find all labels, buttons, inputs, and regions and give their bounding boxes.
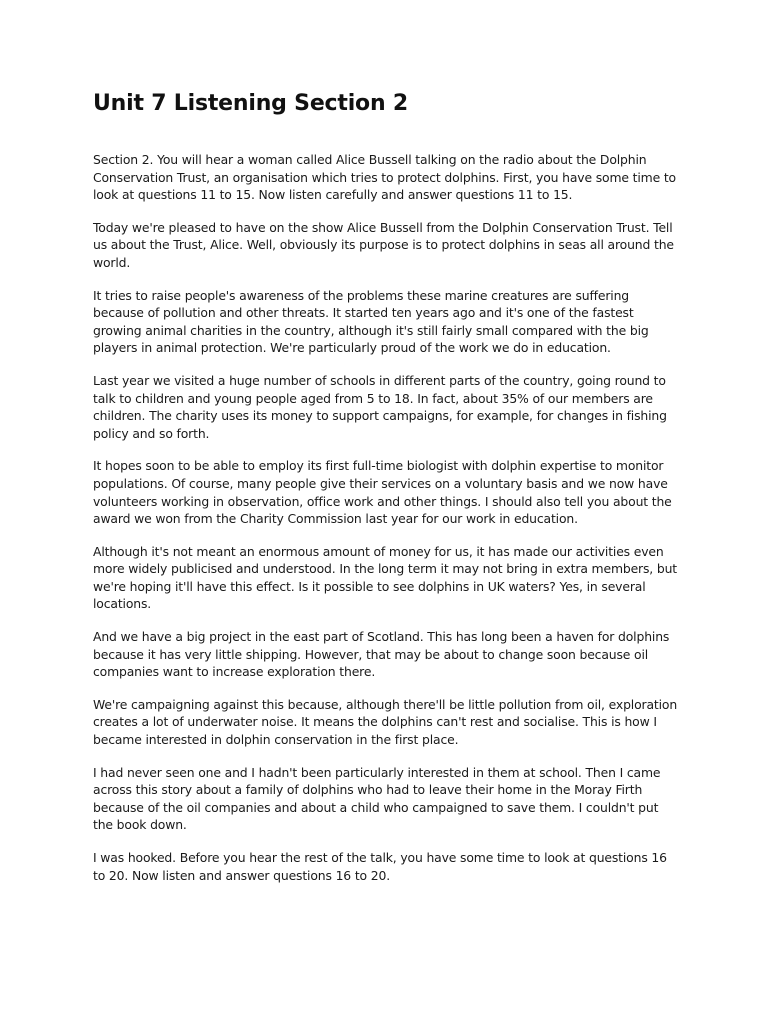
paragraph-5: It hopes soon to be able to employ its first full-time biologist with dolphin expertise to monitor populations. Of course, many people give their services on a voluntary basis and we now have volunteers working in observation, office work and other things. I should also tell you about the award we won from the Charity Commission last year for our work in education.	[93, 458, 672, 527]
paragraph-7: And we have a big project in the east part of Scotland. This has long been a haven for dolphins because it has very little shipping. However, that may be about to change soon because oil companies want to increase exploration there.	[93, 629, 670, 680]
page-title: Unit 7 Listening Section 2	[93, 91, 408, 116]
paragraph-4: Last year we visited a huge number of schools in different parts of the country, going round to talk to children and young people aged from 5 to 18. In fact, about 35% of our members are children. The charity uses its money to support campaigns, for example, for changes in fishing policy and so forth.	[93, 372, 667, 441]
paragraph-3: It tries to raise people's awareness of the problems these marine creatures are suffering because of pollution and other threats. It started ten years ago and it's one of the fastest growing animal charities in the country, although it's still fairly small compared with the big players in animal protection. We're particularly proud of the work we do in education.	[93, 287, 649, 356]
paragraph-9: I had never seen one and I hadn't been particularly interested in them at school. Then I came across this story about a family of dolphins who had to leave their home in the Moray Firth because of the oil companies and about a child who campaigned to save them. I couldn't put the book down.	[93, 764, 661, 833]
document-page	[93, 90, 678, 899]
paragraph-10: I was hooked. Before you hear the rest of the talk, you have some time to look at questions 16 to 20. Now listen and answer questions 16 to 20.	[93, 850, 667, 883]
paragraph-1: Section 2. You will hear a woman called Alice Bussell talking on the radio about the Dolphin Conservation Trust, an organisation which tries to protect dolphins. First, you have some time to look at questions 11 to 15. Now listen carefully and answer questions 11 to 15.	[93, 152, 676, 203]
paragraph-8: We're campaigning against this because, although there'll be little pollution from oil, exploration creates a lot of underwater noise. It means the dolphins can't rest and socialise. This is how I became interested in dolphin conservation in the first place.	[93, 696, 678, 748]
paragraph-6: Although it's not meant an enormous amount of money for us, it has made our activities even more widely publicised and understood. In the long term it may not bring in extra members, but we're hoping it'll have this effect. Is it possible to see dolphins in UK waters? Yes, in several locations.	[93, 543, 678, 612]
paragraph-2: Today we're pleased to have on the show Alice Bussell from the Dolphin Conservation Trust. Tell us about the Trust, Alice. Well, obviously its purpose is to protect dolphins in seas all around the world.	[93, 219, 674, 270]
